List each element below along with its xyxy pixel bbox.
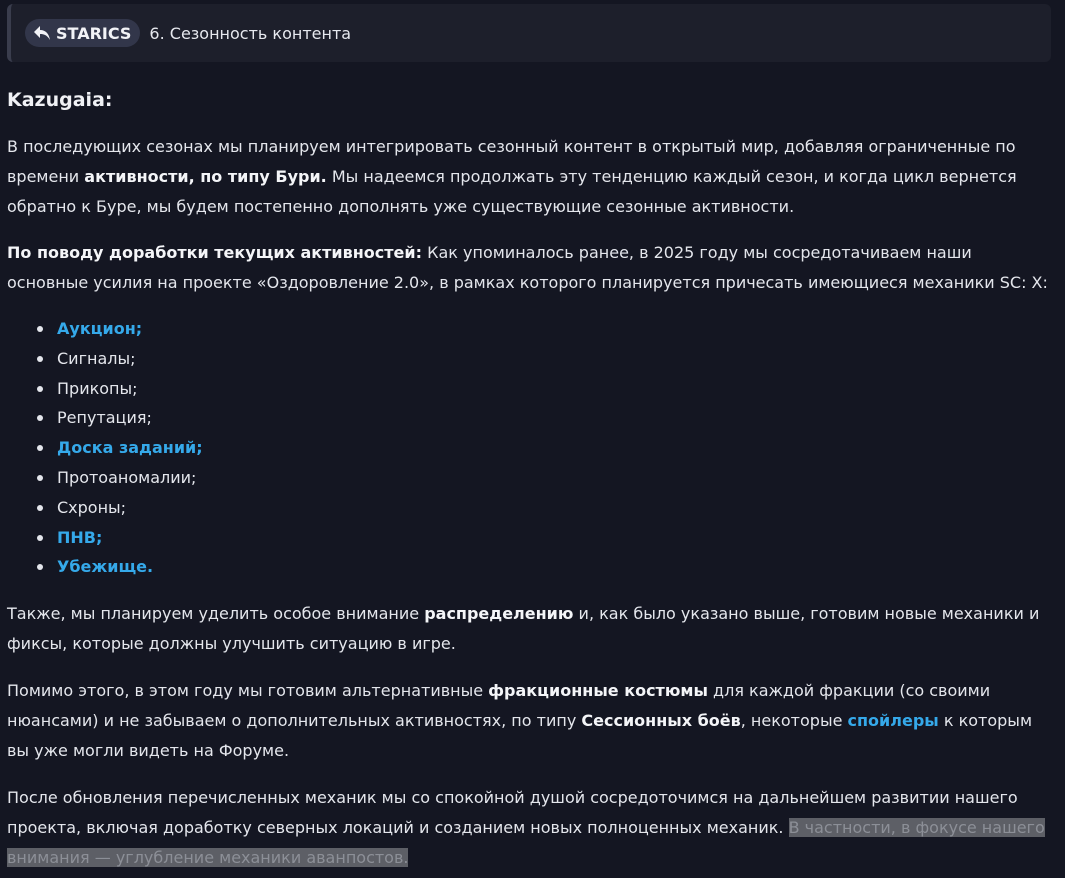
paragraph-3 [7,599,1057,659]
list-item [37,344,1057,374]
text: , некоторые [740,711,848,731]
list-item [37,374,1057,404]
list-item-label: Прикопы; [57,378,138,398]
text: Мы надеемся продолжать эту тенденцию каждый сезон, и когда цикл вернется обратно к Буре, мы будем постепенно дополнять уже существующие сезонные активности. [7,167,1017,216]
reply-arrow-icon [33,24,51,42]
list-item [37,463,1057,493]
list-item-label: Протоаномалии; [57,467,197,487]
list-item [37,403,1057,433]
list-item [37,314,1057,344]
text: к которым вы уже могли видеть на Форуме. [7,711,1033,761]
text: Помимо этого, в этом году мы готовим альтернативные [7,681,489,701]
paragraph-4 [7,676,1057,766]
list-item-label: Аукцион; [57,319,143,338]
author-name: Kazugaia: [7,89,113,111]
post-content [7,82,1057,873]
list-item [37,433,1057,463]
selected-text[interactable]: В частности, в фокусе нашего внимания — углубление механики аванпостов. [7,818,1045,868]
quote-source-button[interactable] [25,19,140,47]
bold-text: Сессионных боёв [581,711,741,731]
list-item-label: Доска заданий; [57,438,203,458]
list-item-label: Репутация; [57,408,152,428]
paragraph-1 [7,132,1057,222]
quote-title: 6. Сезонность контента [149,23,352,43]
list-item [37,552,1057,582]
list-item-label: Схроны; [57,497,127,517]
list-item-label: ПНВ; [57,527,103,547]
bold-text: фракционные костюмы [488,681,708,701]
list-item [37,523,1057,553]
mechanics-list [7,314,1057,582]
text: Как упоминалось ранее, в 2025 году мы сосредотачиваем наши основные усилия на проекте «Оздоровление 2.0», в рамках которого планируется причесать имеющиеся механики SC: X: [7,243,1048,292]
text: для каждой фракции (со своими нюансами) и не забываем о дополнительных активностях, по типу [7,681,991,731]
paragraph-2 [7,238,1057,298]
quote-source-label: STARICS [56,23,132,43]
bold-text: По поводу доработки текущих активностей: [7,243,423,262]
bold-text: активности, по типу Бури. [84,167,327,186]
text: В последующих сезонах мы планируем интегрировать сезонный контент в открытый мир, добавляя ограниченные по времени [7,137,1016,186]
list-item-label: Убежище. [57,557,154,577]
text: и, как было указано выше, готовим новые механики и фиксы, которые должны улучшить ситуацию в игре. [7,604,1040,654]
list-item [37,493,1057,523]
bold-text: распределению [424,604,574,624]
quote-header [7,4,1051,62]
text: Также, мы планируем уделить особое внимание [7,604,425,624]
paragraph-5 [7,783,1057,873]
spoilers-link[interactable]: спойлеры [847,711,939,731]
text: После обновления перечисленных механик мы со спокойной душой сосредоточимся на дальнейшем развитии нашего проекта, включая доработку северных локаций и созданием новых полноценных механик. [7,788,1018,838]
list-item-label: Сигналы; [57,348,136,368]
